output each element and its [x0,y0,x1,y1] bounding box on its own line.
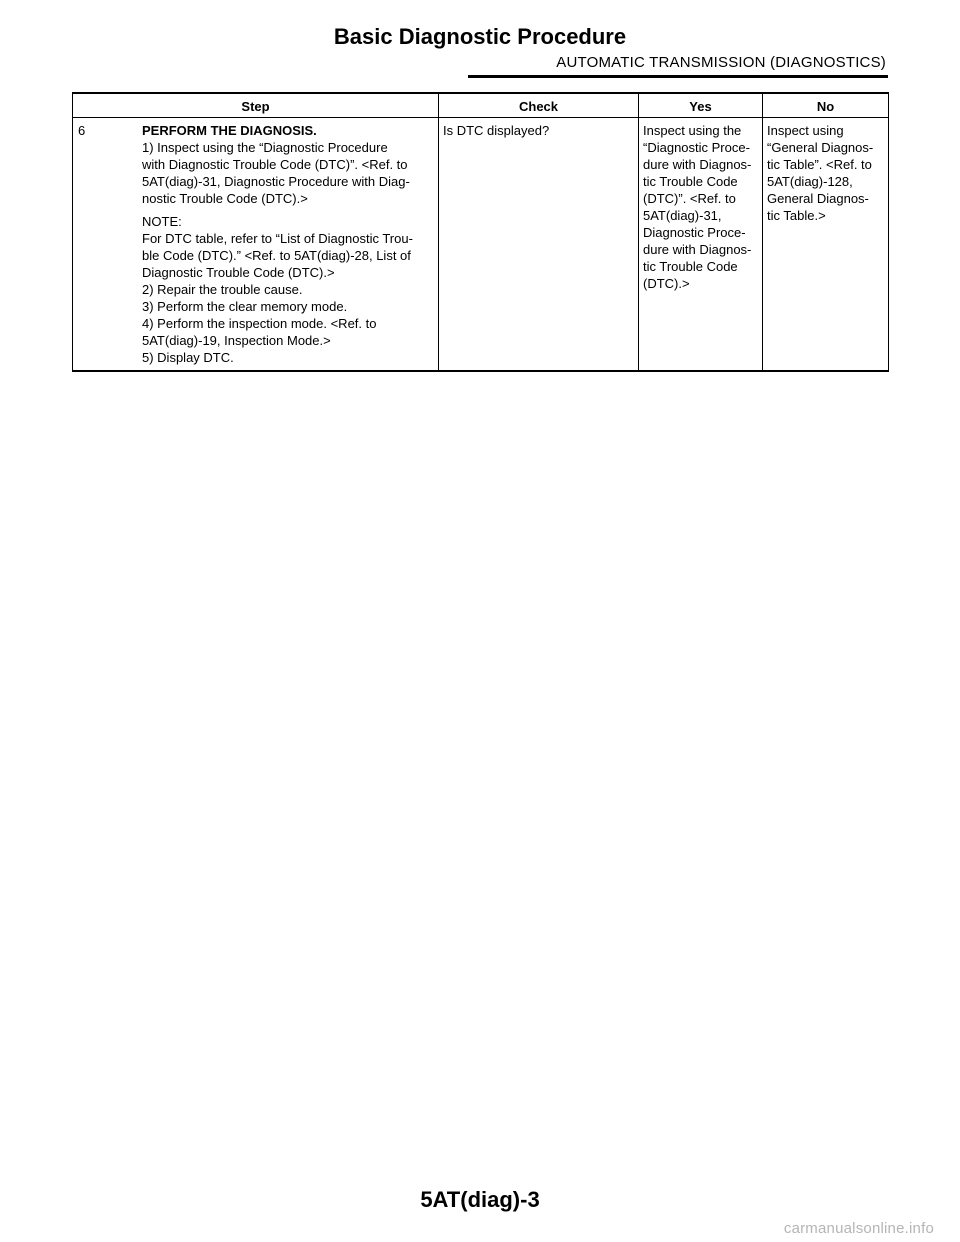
table-header-row [73,93,889,118]
header-rule [468,75,888,78]
watermark: carmanualsonline.info [783,1220,934,1237]
no-line: 5AT(diag)-128, [767,174,853,189]
page-number: 5AT(diag)-3 [420,1187,540,1212]
yes-cell [639,118,763,372]
page-title: Basic Diagnostic Procedure [333,24,627,49]
no-line: “General Diagnos- [767,140,874,155]
step-number: 6 [78,123,86,138]
no-line: General Diagnos- [767,191,869,206]
step-body [142,122,434,366]
step-line: 2) Repair the trouble cause. [142,282,303,297]
note-line: ble Code (DTC).” <Ref. to 5AT(diag)-28, List of [142,248,411,263]
diagnostic-table [72,92,889,372]
no-line: Inspect using [767,123,844,138]
column-header-step: Step [73,93,439,118]
no-line: tic Table.> [767,208,826,223]
check-text: Is DTC displayed? [443,123,550,138]
step-title: PERFORM THE DIAGNOSIS. [142,123,317,138]
step-line: 5) Display DTC. [142,350,234,365]
yes-line: dure with Diagnos- [643,242,752,257]
step-line: 5AT(diag)-31, Diagnostic Procedure with Diag- [142,174,410,189]
step-line: 5AT(diag)-19, Inspection Mode.> [142,333,331,348]
table-row [73,118,889,372]
yes-line: Diagnostic Proce- [643,225,746,240]
step-line: nostic Trouble Code (DTC).> [142,191,308,206]
yes-line: 5AT(diag)-31, [643,208,722,223]
yes-line: (DTC)”. <Ref. to [643,191,736,206]
step-line: 4) Perform the inspection mode. <Ref. to [142,316,377,331]
yes-line: (DTC).> [643,276,690,291]
check-cell [439,118,639,372]
yes-line: tic Trouble Code [643,174,738,189]
column-header-check: Check [439,93,639,118]
step-cell [73,118,439,372]
yes-line: Inspect using the [643,123,742,138]
column-header-no: No [763,93,889,118]
column-header-yes: Yes [639,93,763,118]
step-line: 1) Inspect using the “Diagnostic Procedure [142,140,388,155]
no-line: tic Table”. <Ref. to [767,157,872,172]
yes-line: “Diagnostic Proce- [643,140,750,155]
note-line: Diagnostic Trouble Code (DTC).> [142,265,335,280]
note-label: NOTE: [142,214,182,229]
yes-line: tic Trouble Code [643,259,738,274]
section-title: AUTOMATIC TRANSMISSION (DIAGNOSTICS) [556,54,886,71]
yes-line: dure with Diagnos- [643,157,752,172]
note-line: For DTC table, refer to “List of Diagnostic Trou- [142,231,413,246]
no-cell [763,118,889,372]
step-line: 3) Perform the clear memory mode. [142,299,348,314]
step-line: with Diagnostic Trouble Code (DTC)”. <Ref. to [142,157,408,172]
